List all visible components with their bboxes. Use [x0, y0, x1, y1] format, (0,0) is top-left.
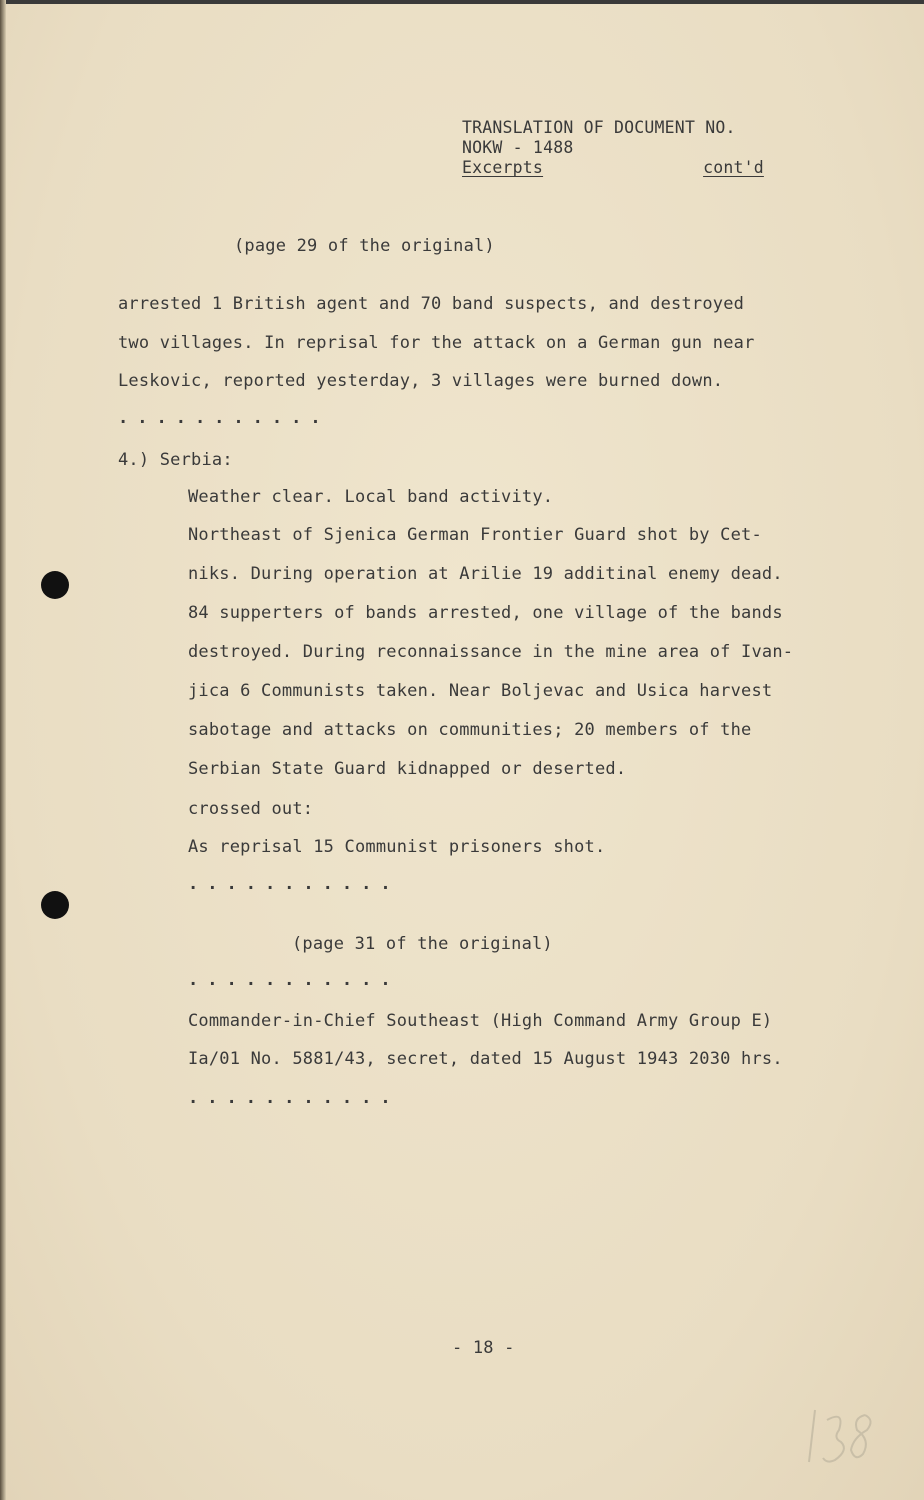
serbia-line-8: Serbian State Guard kidnapped or deserted.	[188, 759, 627, 779]
header-excerpts: Excerpts	[462, 158, 544, 177]
header-contd: cont'd	[703, 158, 764, 177]
serbia-line-4: 84 supperters of bands arrested, one village of the bands	[188, 603, 783, 623]
ellipsis-3: ...........	[188, 970, 400, 990]
reprisal-line: As reprisal 15 Communist prisoners shot.	[188, 837, 606, 857]
header-title: TRANSLATION OF DOCUMENT NO.	[462, 118, 736, 137]
paragraph-1-line-2: two villages. In reprisal for the attack on a German gun near	[118, 333, 755, 353]
page-31-label: (page 31 of the original)	[292, 934, 553, 954]
ellipsis-4: ...........	[188, 1088, 400, 1108]
commander-line-2: Ia/01 No. 5881/43, secret, dated 15 August 1943 2030 hrs.	[188, 1049, 783, 1069]
handwritten-number-138	[805, 1380, 885, 1470]
header-doc-number: NOKW - 1488	[462, 138, 574, 157]
serbia-line-5: destroyed. During reconnaissance in the mine area of Ivan-	[188, 642, 794, 662]
punch-hole-upper	[41, 571, 69, 599]
ellipsis-2: ...........	[188, 874, 400, 894]
scan-edge-left	[0, 0, 6, 1500]
serbia-line-1: Weather clear. Local band activity.	[188, 487, 554, 507]
scan-edge-top	[0, 0, 924, 4]
serbia-line-3: niks. During operation at Arilie 19 additinal enemy dead.	[188, 564, 783, 584]
header-excerpts-line	[462, 158, 787, 178]
punch-hole-lower	[41, 891, 69, 919]
page-29-label: (page 29 of the original)	[234, 236, 495, 256]
serbia-heading: 4.) Serbia:	[118, 450, 233, 470]
commander-line-1: Commander-in-Chief Southeast (High Command Army Group E)	[188, 1011, 773, 1031]
paragraph-1-line-1: arrested 1 British agent and 70 band suspects, and destroyed	[118, 294, 745, 314]
serbia-line-6: jica 6 Communists taken. Near Boljevac and Usica harvest	[188, 681, 773, 701]
serbia-line-7: sabotage and attacks on communities; 20 members of the	[188, 720, 752, 740]
ellipsis-1: ...........	[118, 408, 330, 428]
serbia-line-2: Northeast of Sjenica German Frontier Guard shot by Cet-	[188, 525, 762, 545]
page-number: - 18 -	[452, 1338, 515, 1358]
crossed-out-label: crossed out:	[188, 799, 314, 819]
paragraph-1-line-3: Leskovic, reported yesterday, 3 villages were burned down.	[118, 371, 724, 391]
